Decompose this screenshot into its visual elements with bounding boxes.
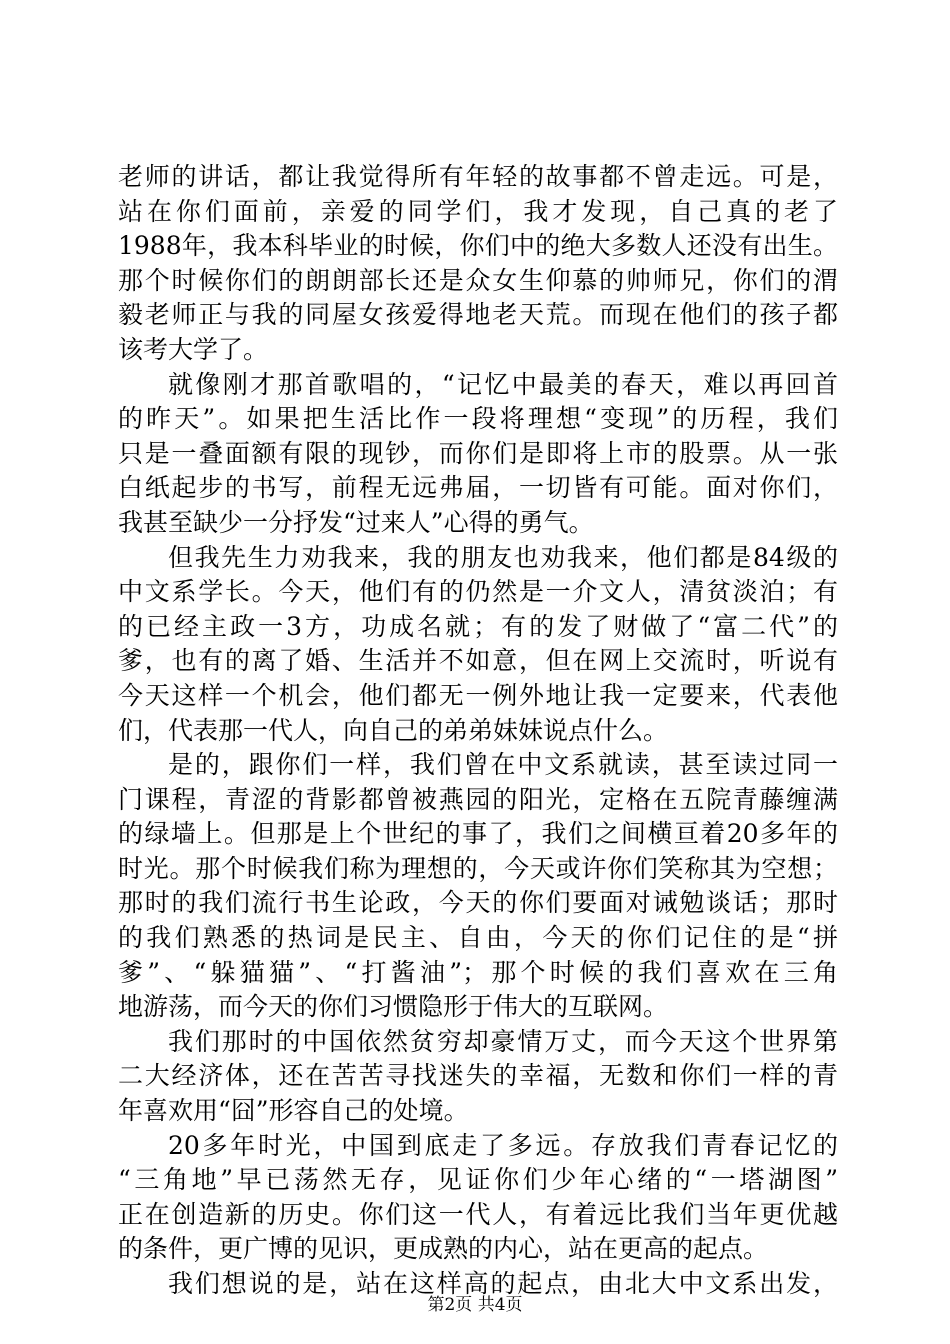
- text-line: 正在创造新的历史。你们这一代人，有着远比我们当年更优越: [118, 1199, 838, 1229]
- text-line: 该考大学了。: [118, 334, 269, 364]
- text-line: 我们想说的是，站在这样高的起点，由北大中文系出发，: [168, 1269, 838, 1298]
- text-line: 那个时候你们的朗朗部长还是众女生仰慕的帅师兄，你们的渭: [118, 265, 838, 295]
- text-line: 白纸起步的书写，前程无远弗届，一切皆有可能。面对你们，: [118, 473, 838, 503]
- text-line: 我甚至缺少一分抒发“过来人”心得的勇气。: [118, 507, 594, 537]
- text-line: 毅老师正与我的同屋女孩爱得地老天荒。而现在他们的孩子都: [118, 300, 838, 330]
- text-line: 的条件，更广博的见识，更成熟的内心，站在更高的起点。: [118, 1234, 769, 1264]
- text-line: 是的，跟你们一样，我们曾在中文系就读，甚至读过同一: [168, 750, 838, 780]
- text-line: “三角地”早已荡然无存，见证你们少年心绪的“一塔湖图”: [118, 1165, 838, 1195]
- text-line: 地游荡，而今天的你们习惯隐形于伟大的互联网。: [118, 992, 669, 1022]
- text-line: 时光。那个时候我们称为理想的，今天或许你们笑称其为空想；: [118, 853, 838, 883]
- text-line: 的我们熟悉的热词是民主、自由，今天的你们记住的是“拼: [118, 923, 838, 953]
- text-line: 们，代表那一代人，向自己的弟弟妹妹说点什么。: [118, 715, 669, 745]
- text-line: 20多年时光，中国到底走了多远。存放我们青春记忆的: [168, 1130, 838, 1160]
- page-footer: 第2页 共4页: [427, 1295, 523, 1315]
- text-line: 年喜欢用“囧”形容自己的处境。: [118, 1096, 469, 1126]
- text-line: 中文系学长。今天，他们有的仍然是一介文人，清贫淡泊；有: [118, 577, 838, 607]
- text-line: 站在你们面前，亲爱的同学们，我才发现，自己真的老了: [118, 196, 838, 226]
- text-line: 的绿墙上。但那是上个世纪的事了，我们之间横亘着20多年的: [118, 819, 838, 849]
- text-line: 只是一叠面额有限的现钞，而你们是即将上市的股票。从一张: [118, 438, 838, 468]
- text-line: 但我先生力劝我来，我的朋友也劝我来，他们都是84级的: [168, 542, 838, 572]
- text-line: 1988年，我本科毕业的时候，你们中的绝大多数人还没有出生。: [118, 231, 838, 261]
- text-line: 的昨天”。如果把生活比作一段将理想“变现”的历程，我们: [118, 404, 838, 434]
- text-line: 我们那时的中国依然贫穷却豪情万丈，而今天这个世界第: [168, 1026, 838, 1056]
- text-line: 今天这样一个机会，他们都无一例外地让我一定要来，代表他: [118, 680, 838, 710]
- text-line: 的已经主政一3方，功成名就；有的发了财做了“富二代”的: [118, 611, 838, 641]
- text-line: 二大经济体，还在苦苦寻找迷失的幸福，无数和你们一样的青: [118, 1061, 838, 1091]
- text-line: 那时的我们流行书生论政，今天的你们要面对诫勉谈话；那时: [118, 888, 838, 918]
- text-line: 就像刚才那首歌唱的，“记忆中最美的春天，难以再回首: [168, 369, 838, 399]
- text-line: 门课程，青涩的背影都曾被燕园的阳光，定格在五院青藤缠满: [118, 784, 838, 814]
- text-line: 爹”、“躲猫猫”、“打酱油”；那个时候的我们喜欢在三角: [118, 957, 838, 987]
- text-line: 爹，也有的离了婚、生活并不如意，但在网上交流时，听说有: [118, 646, 838, 676]
- text-line: 老师的讲话，都让我觉得所有年轻的故事都不曾走远。可是，: [118, 162, 838, 191]
- body-text: [118, 160, 838, 1302]
